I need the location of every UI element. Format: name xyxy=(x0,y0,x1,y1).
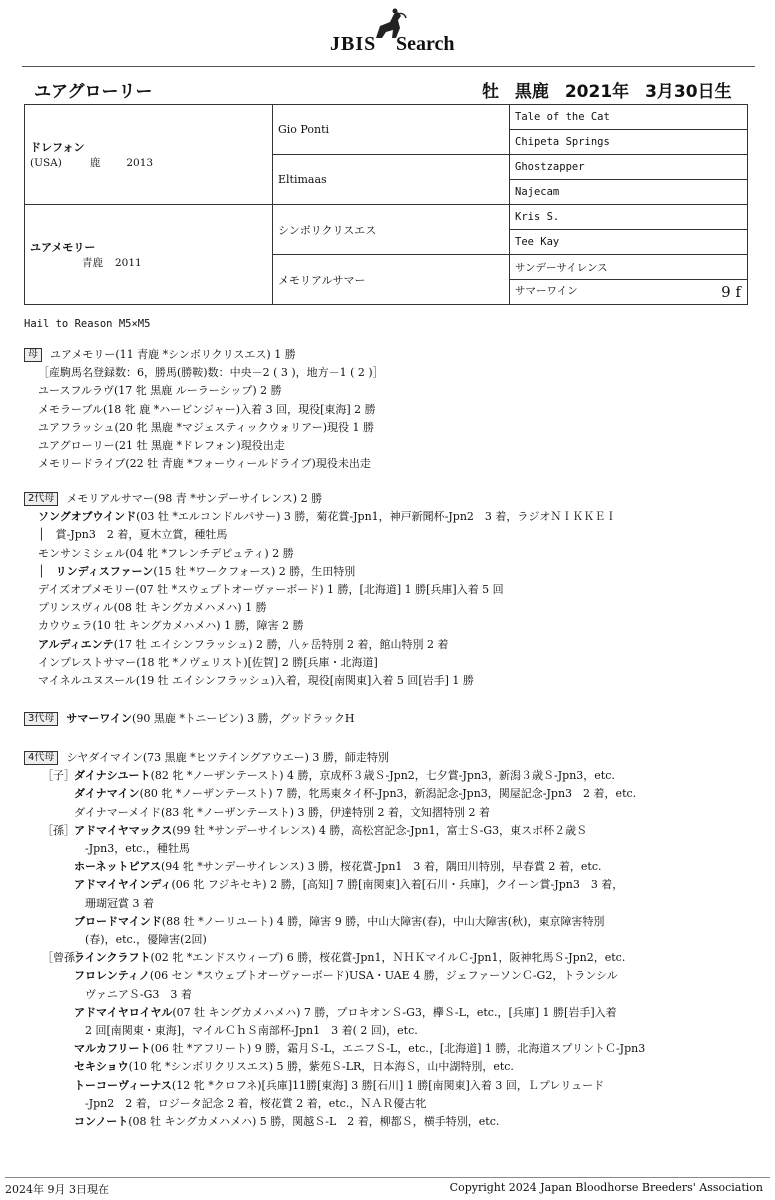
relative-record: (08 牡 キングカメハメハ) 5 勝，関越Ｓ-L 2 着，柳都Ｓ，横手特別，etc. xyxy=(128,1115,500,1129)
pedigree-gen2-cell[interactable]: メモリアルサマー xyxy=(273,255,510,305)
fourth-dam-section xyxy=(24,749,754,1131)
relative-name[interactable]: ラインクラフト xyxy=(74,951,151,965)
relative-name[interactable]: アドマイヤロイヤル xyxy=(74,1005,173,1019)
relation-label: ［曾孫］ xyxy=(42,951,86,965)
as-of-date: 2024年 9月 3日現在 xyxy=(5,1183,109,1196)
second-dam-line: メモリアルサマー(98 青 *サンデーサイレンス) 2 勝 xyxy=(66,492,323,505)
relation-label: ［子］ xyxy=(42,769,75,783)
dam-section xyxy=(24,346,754,473)
relative-record: (82 牝 *ノーザンテースト) 4 勝，京成杯３歳Ｓ-Jpn2，七夕賞-Jpn3，新潟３歳Ｓ-Jpn3，etc. xyxy=(150,769,615,783)
sire-details: (USA) 鹿 2013 xyxy=(30,157,154,169)
third-dam-name[interactable]: サマーワイン xyxy=(66,712,133,725)
relative-record-continued: (春)，etc.，優障害(2回) xyxy=(74,933,207,947)
progeny-record: (17 牡 エイシンフラッシュ) 2 勝，八ヶ岳特別 2 着，館山特別 2 着 xyxy=(113,637,449,651)
relative-record: (80 牝 *ノーザンテースト) 7 勝，牝馬東タイ杯-Jpn3，新潟記念-Jpn3，関屋記念-Jpn3 2 着，etc. xyxy=(139,787,637,801)
progeny-name[interactable]: ソングオブウインド xyxy=(38,510,137,524)
relative-name[interactable]: ダイナシユート xyxy=(74,769,151,783)
copyright: Copyright 2024 Japan Bloodhorse Breeders' Association xyxy=(449,1181,763,1194)
progeny-record: (15 牡 *ワークフォース) 2 勝，生田特別 xyxy=(153,564,356,578)
pedigree-table xyxy=(24,104,748,305)
relative-name[interactable]: ブロードマインド xyxy=(74,914,162,928)
pedigree-gen3-cell[interactable]: Tee Kay xyxy=(510,230,748,255)
progeny-item: デイズオブメモリー(07 牡 *スウェプトオーヴァーボード) 1 勝，[北海道] 1 勝[兵庫]入着 5 回 xyxy=(38,583,504,597)
family-number: 9 f xyxy=(721,283,741,301)
pedigree-gen3-cell[interactable]: Najecam xyxy=(510,180,748,205)
top-divider xyxy=(22,66,755,67)
dam-name[interactable]: ユアメモリー xyxy=(30,241,96,254)
logo-text-jbis: JBIS xyxy=(330,33,377,55)
logo-text-search: Search xyxy=(396,33,455,55)
relative-name[interactable]: コンノート xyxy=(74,1115,129,1129)
relative-name[interactable]: セキショウ xyxy=(74,1060,129,1074)
relative-record: (07 牡 キングカメハメハ) 7 勝，プロキオンＳ-G3，欅Ｓ-L，etc.，[兵庫] 1 勝[岩手]入着 xyxy=(172,1005,617,1019)
pedigree-gen3-cell[interactable]: サンデーサイレンス xyxy=(510,255,748,280)
relative-record: (12 牝 *クロフネ)[兵庫]11勝[東海] 3 勝[石川] 1 勝[南関東]入着 3 回，Ｌプレリュード xyxy=(171,1078,605,1092)
pedigree-gen3-cell[interactable]: Tale of the Cat xyxy=(510,105,748,130)
relative-name[interactable]: アドマイヤマックス xyxy=(74,823,173,837)
progeny-item: モンサンミシェル(04 牝 *フレンチデピュティ) 2 勝 xyxy=(38,546,294,560)
relative-name[interactable]: トーコーヴィーナス xyxy=(74,1078,172,1092)
pedigree-gen3-cell[interactable]: Kris S. xyxy=(510,205,748,230)
pedigree-gen3-cell[interactable]: Ghostzapper xyxy=(510,155,748,180)
second-dam-section xyxy=(24,490,754,690)
relative-record-continued: -Jpn2 2 着，ロジータ記念 2 着，桜花賞 2 着，etc.，ＮＡＲ優古牝 xyxy=(74,1096,427,1110)
relative-name[interactable]: マルカフリート xyxy=(74,1042,151,1056)
fourth-dam-line: シヤダイマイン(73 黒鹿 *ヒツテイングアウエー) 3 勝，師走特別 xyxy=(66,751,389,764)
horse-name: ユアグローリー xyxy=(34,82,153,102)
progeny-item: インプレストサマー(18 牝 *ノヴェリスト)[佐賀] 2 勝[兵庫・北海道] xyxy=(38,655,378,669)
third-dam-section xyxy=(24,710,754,728)
pedigree-sire-cell xyxy=(25,105,273,205)
progeny-name[interactable]: アルディエンテ xyxy=(38,637,114,651)
relative-record: (88 牡 *ノーリユート) 4 勝，障害 9 勝，中山大障害(春)，中山大障害(秋)，東京障害特別 xyxy=(161,914,605,928)
relative-record-continued: -Jpn3，etc.，種牡馬 xyxy=(74,842,190,856)
relative-record-continued: 珊瑚冠賞 3 着 xyxy=(74,896,154,910)
progeny-name[interactable]: リンディスファーン xyxy=(55,564,154,578)
horse-info xyxy=(482,77,732,102)
pedigree-gen2-cell[interactable]: シンボリクリスエス xyxy=(273,205,510,255)
progeny-item: ユアフラッシュ(20 牝 黒鹿 *マジェスティックウォリアー)現役 1 勝 xyxy=(38,420,375,434)
horse-birth-date: 3月30日生 xyxy=(645,82,732,102)
horse-birth-year: 2021年 xyxy=(564,82,630,102)
relative-record-continued: 2 回[南関東・東海]，マイルＣｈＳ南部杯-Jpn1 3 着( 2 回)，etc. xyxy=(74,1024,418,1038)
dam-progeny-summary: ［産駒馬名登録数：6，勝馬(勝鞍)数：中央－2 ( 3 )，地方－1 ( 2 )］ xyxy=(38,366,384,380)
horse-color: 黒鹿 xyxy=(514,82,549,102)
horse-sex: 牡 xyxy=(482,82,499,102)
pedigree-gen3-cell[interactable]: Chipeta Springs xyxy=(510,130,748,155)
progeny-item: カウウェラ(10 牡 キングカメハメハ) 1 勝，障害 2 勝 xyxy=(38,619,304,633)
relative-record: (99 牡 *サンデーサイレンス) 4 勝，高松宮記念-Jpn1，富士Ｓ-G3，東スポ杯２歳Ｓ xyxy=(172,823,588,837)
relative-record: ダイナマーメイド(83 牝 *ノーザンテースト) 3 勝，伊達特別 2 着，文知摺特別 2 着 xyxy=(74,805,490,819)
third-dam-record: (90 黒鹿 *トニービン) 3 勝，グッドラックH xyxy=(132,712,355,725)
bottom-divider xyxy=(5,1177,770,1178)
relative-record: (94 牝 *サンデーサイレンス) 3 勝，桜花賞-Jpn1 3 着，隅田川特別，早春賞 2 着，etc. xyxy=(161,860,602,874)
relative-record: (02 牝 *エンドスウィープ) 6 勝，桜花賞-Jpn1，ＮＨＫマイルＣ-Jpn1，阪神牝馬Ｓ-Jpn2，etc. xyxy=(150,951,626,965)
dam-line: ユアメモリー(11 青鹿 *シンボリクリスエス) 1 勝 xyxy=(50,348,296,361)
pedigree-gen2-cell[interactable]: Eltimaas xyxy=(273,155,510,205)
progeny-item: ユースフルラヴ(17 牝 黒鹿 ルーラーシップ) 2 勝 xyxy=(38,384,282,398)
inbreeding-note: Hail to Reason M5×M5 xyxy=(24,318,151,330)
section-tag-dam: 母 xyxy=(24,348,42,362)
relative-record: (10 牝 *シンボリクリスエス) 5 勝，紫苑Ｓ-LR，日本海Ｓ，山中湖特別，etc. xyxy=(128,1060,514,1074)
relative-name[interactable]: アドマイヤインディ xyxy=(74,878,172,892)
progeny-item: ユアグローリー(21 牡 黒鹿 *ドレフォン)現役出走 xyxy=(38,439,285,453)
relative-record: (06 牝 フジキセキ) 2 勝，[高知] 7 勝[南関東]入着[石川・兵庫]，クイーン賞-Jpn3 3 着， xyxy=(171,878,624,892)
pedigree-gen2-cell[interactable]: Gio Ponti xyxy=(273,105,510,155)
relative-record: (06 牡 *アフリート) 9 勝，霜月Ｓ-L，エニフＳ-L，etc.，[北海道] 1 勝，北海道スプリントＣ-Jpn3 xyxy=(150,1042,646,1056)
relative-name[interactable]: ホーネットピアス xyxy=(74,860,162,874)
progeny-record: (03 牡 *エルコンドルパサー) 3 勝，菊花賞-Jpn1，神戸新聞杯-Jpn2 3 着，ラジオＮＩＫＫＥＩ xyxy=(136,510,617,524)
progeny-record-continued: │ 賞-Jpn3 2 着，夏木立賞，種牡馬 xyxy=(38,528,228,542)
relative-name[interactable]: ダイナマイン xyxy=(74,787,140,801)
section-tag-2nd-dam: 2代母 xyxy=(24,492,58,506)
section-tag-4th-dam: 4代母 xyxy=(24,751,58,765)
jbis-logo[interactable] xyxy=(328,8,463,54)
relative-record-continued: ヴァニアＳ-G3 3 着 xyxy=(74,987,192,1001)
pedigree-gen3-name[interactable]: サマーワイン xyxy=(515,285,578,297)
relative-name[interactable]: フロレンティノ xyxy=(74,969,150,983)
pedigree-dam-cell xyxy=(25,205,273,305)
progeny-item: マイネルユヌスール(19 牡 エイシンフラッシュ)入着，現役[南関東]入着 5 回[岩手] 1 勝 xyxy=(38,674,474,688)
tree-connector: │ xyxy=(38,564,56,578)
progeny-item: メモラーブル(18 牝 鹿 *ハービンジャー)入着 3 回，現役[東海] 2 勝 xyxy=(38,402,376,416)
section-tag-3rd-dam: 3代母 xyxy=(24,712,58,726)
relation-label: ［孫］ xyxy=(42,823,75,837)
dam-details: 青鹿 2011 xyxy=(82,257,142,269)
pedigree-gen3-cell xyxy=(510,280,748,305)
sire-name[interactable]: ドレフォン xyxy=(30,141,85,154)
relative-record: (06 セン *スウェプトオーヴァーボード)USA・UAE 4 勝，ジェファーソンＣ-G2，トランシル xyxy=(149,969,618,983)
progeny-item: メモリードライブ(22 牡 青鹿 *フォーウィールドライブ)現役未出走 xyxy=(38,457,371,471)
progeny-item: プリンスヴィル(08 牡 キングカメハメハ) 1 勝 xyxy=(38,601,267,615)
